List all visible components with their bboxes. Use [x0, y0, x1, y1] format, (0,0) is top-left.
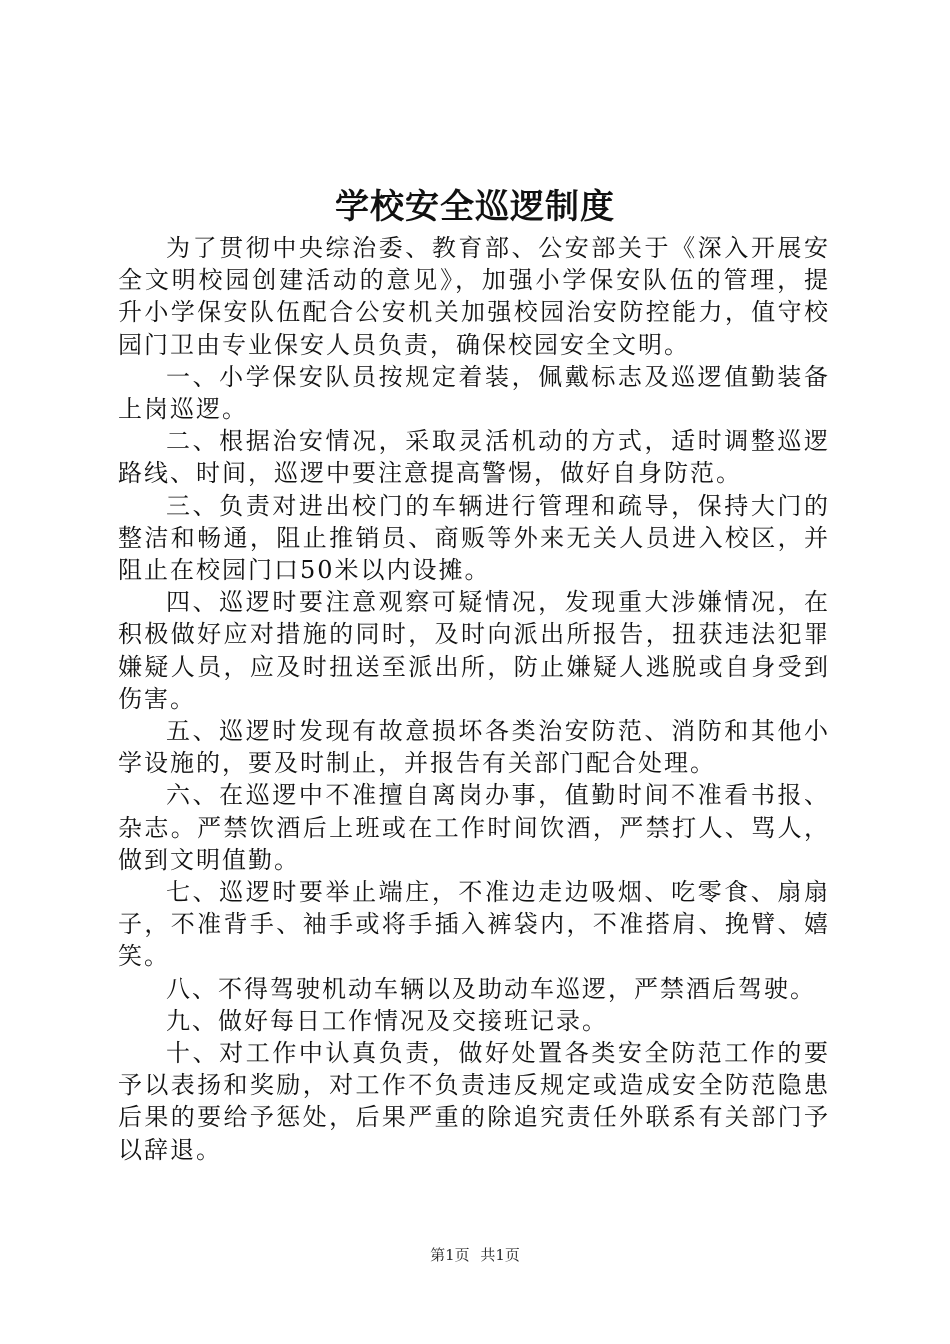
rule-1-paragraph: 一、小学保安队员按规定着装，佩戴标志及巡逻值勤装备上岗巡逻。	[118, 362, 830, 424]
intro-paragraph: 为了贯彻中央综治委、教育部、公安部关于《深入开展安全文明校园创建活动的意见》，加强小学保安队伍的管理，提升小学保安队伍配合公安机关加强校园治安防控能力，值守校园门卫由专业保安人员负责，确保校园安全文明。	[118, 234, 830, 359]
rule-4-paragraph: 四、巡逻时要注意观察可疑情况，发现重大涉嫌情况，在积极做好应对措施的同时，及时向派出所报告，扭获违法犯罪嫌疑人员，应及时扭送至派出所，防止嫌疑人逃脱或自身受到伤害。	[118, 588, 830, 713]
rule-10-paragraph: 十、对工作中认真负责，做好处置各类安全防范工作的要予以表扬和奖励，对工作不负责违反规定或造成安全防范隐患后果的要给予惩处，后果严重的除追究责任外联系有关部门予以辞退。	[118, 1039, 830, 1164]
document-body	[118, 232, 830, 1166]
page-number: 第1页	[430, 1246, 470, 1264]
rule-9-paragraph: 九、做好每日工作情况及交接班记录。	[166, 1006, 608, 1035]
rule-2-paragraph: 二、根据治安情况，采取灵活机动的方式，适时调整巡逻路线、时间，巡逻中要注意提高警惕，做好自身防范。	[118, 427, 830, 488]
rule-3-paragraph: 三、负责对进出校门的车辆进行管理和疏导，保持大门的整洁和畅通，阻止推销员、商贩等外来无关人员进入校区，并阻止在校园门口50米以内设摊。	[118, 491, 830, 585]
document-title: 学校安全巡逻制度	[335, 187, 615, 227]
rule-7-paragraph: 七、巡逻时要举止端庄，不准边走边吸烟、吃零食、扇扇子，不准背手、袖手或将手插入裤袋内，不准搭肩、挽臂、嬉笑。	[118, 878, 830, 971]
rule-5-paragraph: 五、巡逻时发现有故意损坏各类治安防范、消防和其他小学设施的，要及时制止，并报告有关部门配合处理。	[118, 717, 830, 778]
page-total: 共1页	[480, 1246, 520, 1264]
rule-8-paragraph: 八、不得驾驶机动车辆以及助动车巡逻，严禁酒后驾驶。	[166, 974, 816, 1003]
rule-6-paragraph: 六、在巡逻中不准擅自离岗办事，值勤时间不准看书报、杂志。严禁饮酒后上班或在工作时间饮酒，严禁打人、骂人，做到文明值勤。	[118, 781, 830, 874]
page-footer	[0, 1244, 950, 1266]
